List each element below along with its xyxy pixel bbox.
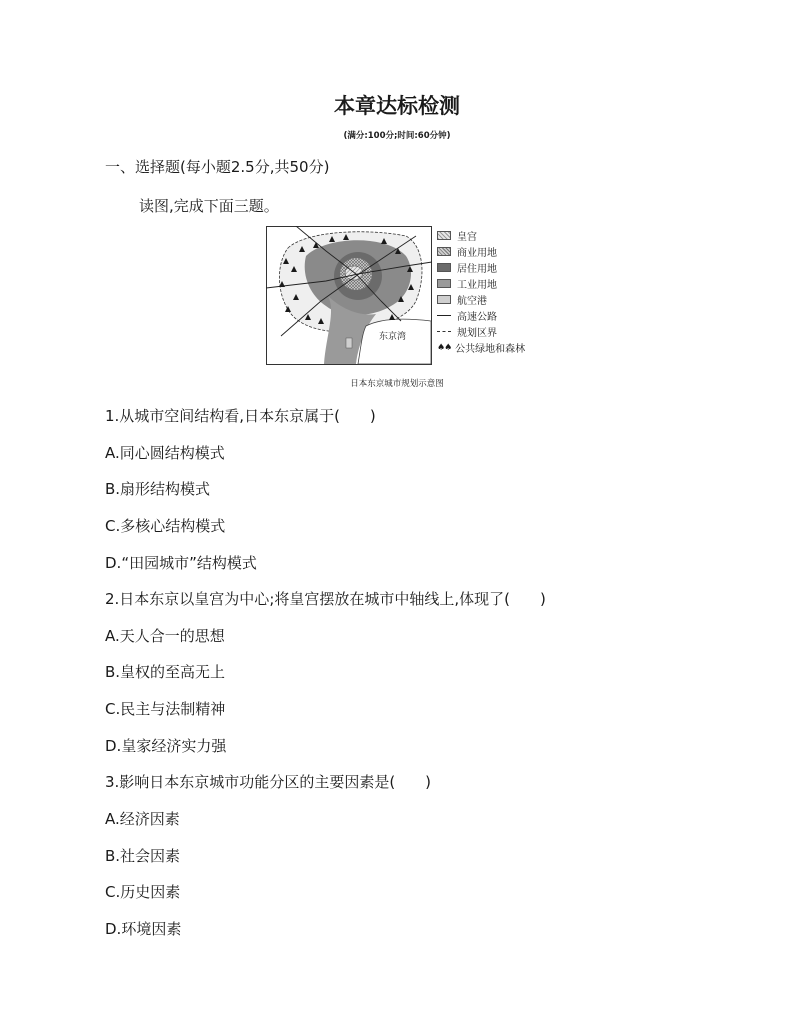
highway-line-icon xyxy=(437,315,451,316)
industrial-swatch-icon xyxy=(437,279,451,288)
exam-info: (满分:100分;时间:60分钟) xyxy=(343,131,451,141)
residential-swatch-icon xyxy=(437,263,451,272)
option-c: C.历史因素 xyxy=(105,883,181,901)
option-b: B.扇形结构模式 xyxy=(105,480,211,498)
boundary-dash-icon xyxy=(437,331,451,332)
page-title: 本章达标检测 xyxy=(334,93,460,118)
legend-item xyxy=(437,277,497,290)
legend-label: 高速公路 xyxy=(457,312,497,323)
legend-label: 航空港 xyxy=(457,296,487,307)
figure-caption: 日本东京城市规划示意图 xyxy=(350,379,444,389)
hatch-swatch-icon xyxy=(437,231,451,240)
tokyo-planning-map xyxy=(266,226,432,365)
option-b: B.皇权的至高无上 xyxy=(105,663,226,681)
legend-label: 公共绿地和森林 xyxy=(455,344,526,355)
bay-label: 东京湾 xyxy=(379,332,407,342)
question-stem: 1.从城市空间结构看,日本东京属于( ) xyxy=(105,407,376,425)
question-stem: 2.日本东京以皇宫为中心;将皇宫摆放在城市中轴线上,体现了( ) xyxy=(105,590,546,608)
legend-label: 居住用地 xyxy=(457,264,497,275)
legend-label: 规划区界 xyxy=(457,328,497,339)
legend-label: 皇宫 xyxy=(457,232,477,243)
option-b: B.社会因素 xyxy=(105,847,181,865)
option-a: A.天人合一的思想 xyxy=(105,627,225,645)
option-d: D.环境因素 xyxy=(105,920,182,938)
legend-item xyxy=(437,325,497,338)
option-d: D.皇家经济实力强 xyxy=(105,737,227,755)
legend-label: 工业用地 xyxy=(457,280,497,291)
legend-item xyxy=(437,229,477,242)
option-d: D.“田园城市”结构模式 xyxy=(105,554,257,572)
option-c: C.多核心结构模式 xyxy=(105,517,226,535)
airport-swatch-icon xyxy=(437,295,451,304)
question-stem: 3.影响日本东京城市功能分区的主要因素是( ) xyxy=(105,773,432,791)
section-heading: 一、选择题(每小题2.5分,共50分) xyxy=(105,158,330,176)
option-a: A.同心圆结构模式 xyxy=(105,444,225,462)
legend-item xyxy=(437,309,497,322)
option-a: A.经济因素 xyxy=(105,810,180,828)
legend-label: 商业用地 xyxy=(457,248,497,259)
legend-item xyxy=(437,341,525,354)
crosshatch-swatch-icon xyxy=(437,247,451,256)
legend-item xyxy=(437,293,487,306)
tree-icon: ♠♠ xyxy=(437,342,452,353)
legend-item xyxy=(437,245,497,258)
instruction-text: 读图,完成下面三题。 xyxy=(139,197,279,215)
legend-item xyxy=(437,261,497,274)
option-c: C.民主与法制精神 xyxy=(105,700,226,718)
